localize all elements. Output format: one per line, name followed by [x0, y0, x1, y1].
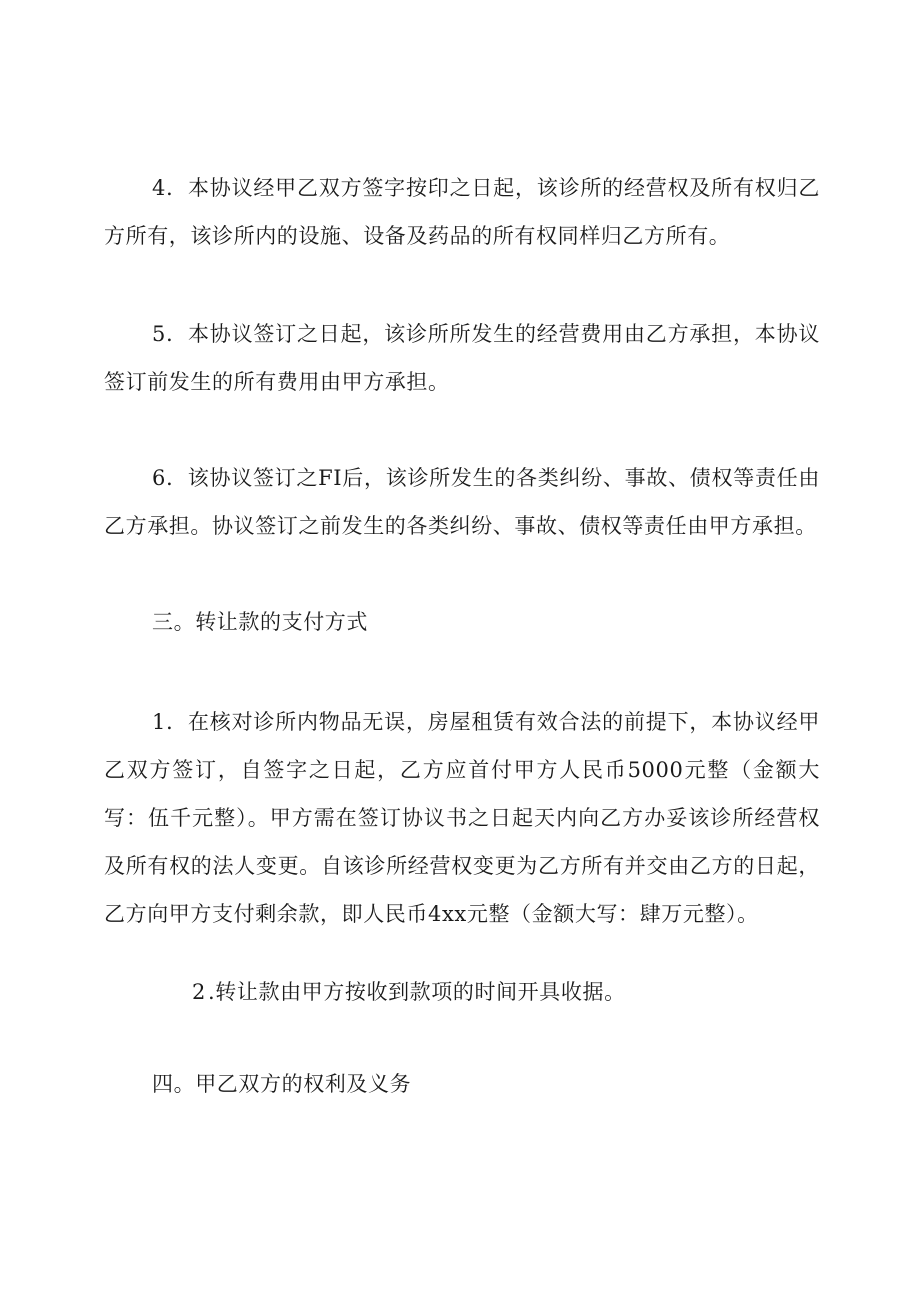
section-3-heading: 三。转让款的支付方式 [152, 610, 368, 634]
clause-5-paragraph: 5．本协议签订之日起，该诊所所发生的经营费用由乙方承担，本协议签订前发生的所有费用由甲方承担。 [104, 322, 820, 394]
clause-text: .转让款由甲方按收到款项的时间开具收据。 [208, 980, 626, 1004]
section-3-clause-2-paragraph [104, 968, 820, 1016]
clause-6-paragraph: 6．该协议签订之FI后，该诊所发生的各类纠纷、事故、债权等责任由乙方承担。协议签订之前发生的各类纠纷、事故、债权等责任由甲方承担。 [104, 466, 820, 538]
section-4-heading: 四。甲乙双方的权利及义务 [152, 1072, 412, 1096]
section-3-clause-1-paragraph: 1．在核对诊所内物品无误，房屋租赁有效合法的前提下，本协议经甲乙双方签订，自签字之日起，乙方应首付甲方人民币5000元整（金额大写：伍千元整）。甲方需在签订协议书之日起天内向乙方办妥该诊所经营权及所有权的法人变更。自该诊所经营权变更为乙方所有并交由乙方的日起，乙方向甲方支付剩余款，即人民币4xx元整（金额大写：肆万元整）。 [104, 710, 820, 926]
clause-number: 2 [192, 980, 206, 1004]
clause-4-paragraph: 4．本协议经甲乙双方签字按印之日起，该诊所的经营权及所有权归乙方所有，该诊所内的设施、设备及药品的所有权同样归乙方所有。 [104, 176, 820, 248]
